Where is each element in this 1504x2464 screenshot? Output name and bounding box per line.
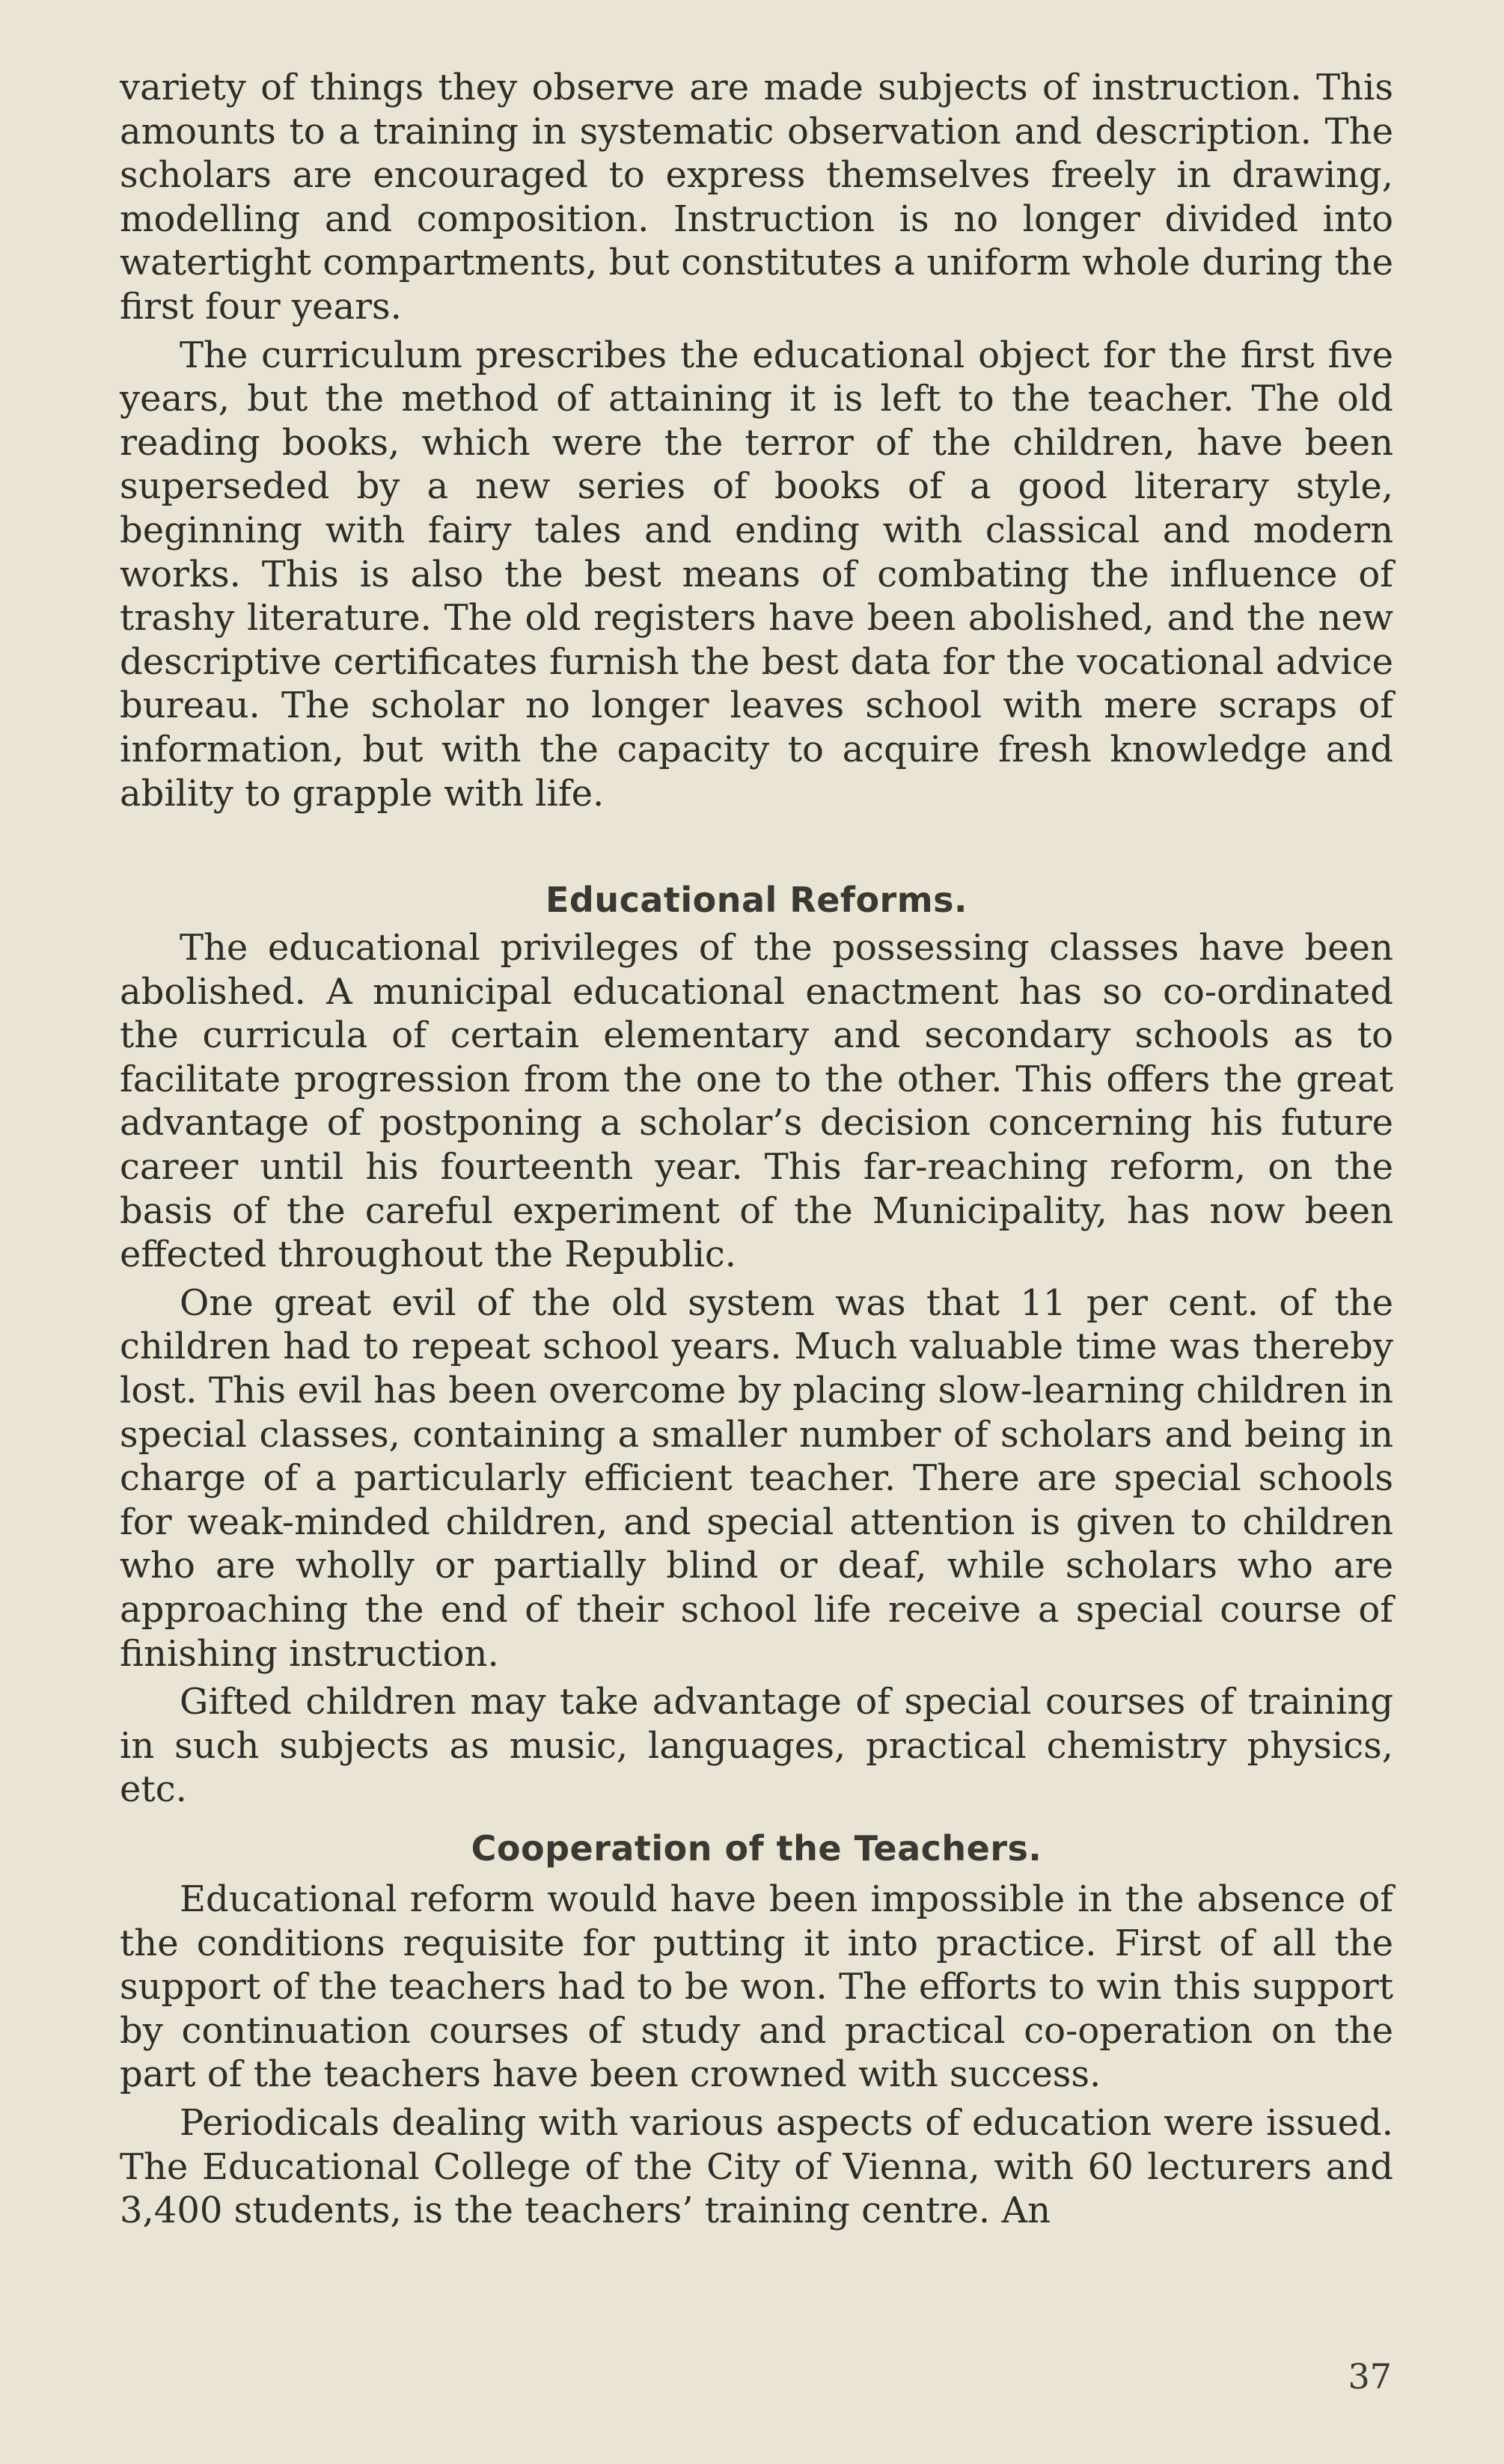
page-number: 37 — [1348, 2356, 1392, 2397]
page-body — [120, 66, 1393, 2233]
paragraph-continued-instruction: variety of things they observe are made subjects of instruction. This amounts to a training in systematic observation and description. The scholars are encouraged to express themselves freely in drawing, modelling and composition. Instruction is no longer divided into watertight compartments, but constitutes a uniform whole during the first four years. — [120, 67, 1393, 328]
heading-educational-reforms: Educational Reforms. — [545, 880, 968, 921]
paragraph-gifted-children: Gifted children may take advantage of special courses of training in such subjects as music, languages, practical chemistry physics, etc. — [120, 1681, 1393, 1811]
paragraph-periodicals: Periodicals dealing with various aspects of education were issued. The Educational College of the City of Vienna, with 60 lecturers and 3,400 students, is the teachers’ training centre. An — [120, 2101, 1393, 2232]
paragraph-privileges-abolished: The educational privileges of the possessing classes have been abolished. A municipal educational enactment has so co-ordinated the curricula of certain elementary and secondary schools as to facilitate progression from the one to the other. This offers the great advantage of postponing a scholar’s decision concerning his future career until his fourteenth year. This far-reaching reform, on the basis of the careful experiment of the Municipality, has now been effected throughout the Republic. — [120, 927, 1393, 1276]
paragraph-repeat-school-years: One great evil of the old system was that 11 per cent. of the children had to repeat school years. Much valuable time was thereby lost. This evil has been overcome by placing slow-learning children in special classes, containing a smaller number of scholars and being in charge of a particularly efficient teacher. There are special schools for weak-minded children, and special attention is given to children who are wholly or partially blind or deaf, while scholars who are approaching the end of their school life receive a special course of finishing instruction. — [120, 1281, 1393, 1675]
paragraph-curriculum: The curriculum prescribes the educational object for the first five years, but the method of attaining it is left to the teacher. The old reading books, which were the terror of the children, have been superseded by a new series of books of a good literary style, beginning with fairy tales and ending with classical and modern works. This is also the best means of combating the influence of trashy literature. The old registers have been abolished, and the new descriptive certificates furnish the best data for the vocational advice bureau. The scholar no longer leaves school with mere scraps of information, but with the capacity to acquire fresh knowledge and ability to grapple with life. — [120, 334, 1393, 815]
paragraph-teacher-support: Educational reform would have been impossible in the absence of the conditions requisite for putting it into practice. First of all the support of the teachers had to be won. The efforts to win this support by continuation courses of study and practical co-operation on the part of the teachers have been crowned with success. — [120, 1878, 1393, 2096]
heading-cooperation-of-teachers: Cooperation of the Teachers. — [471, 1827, 1042, 1869]
